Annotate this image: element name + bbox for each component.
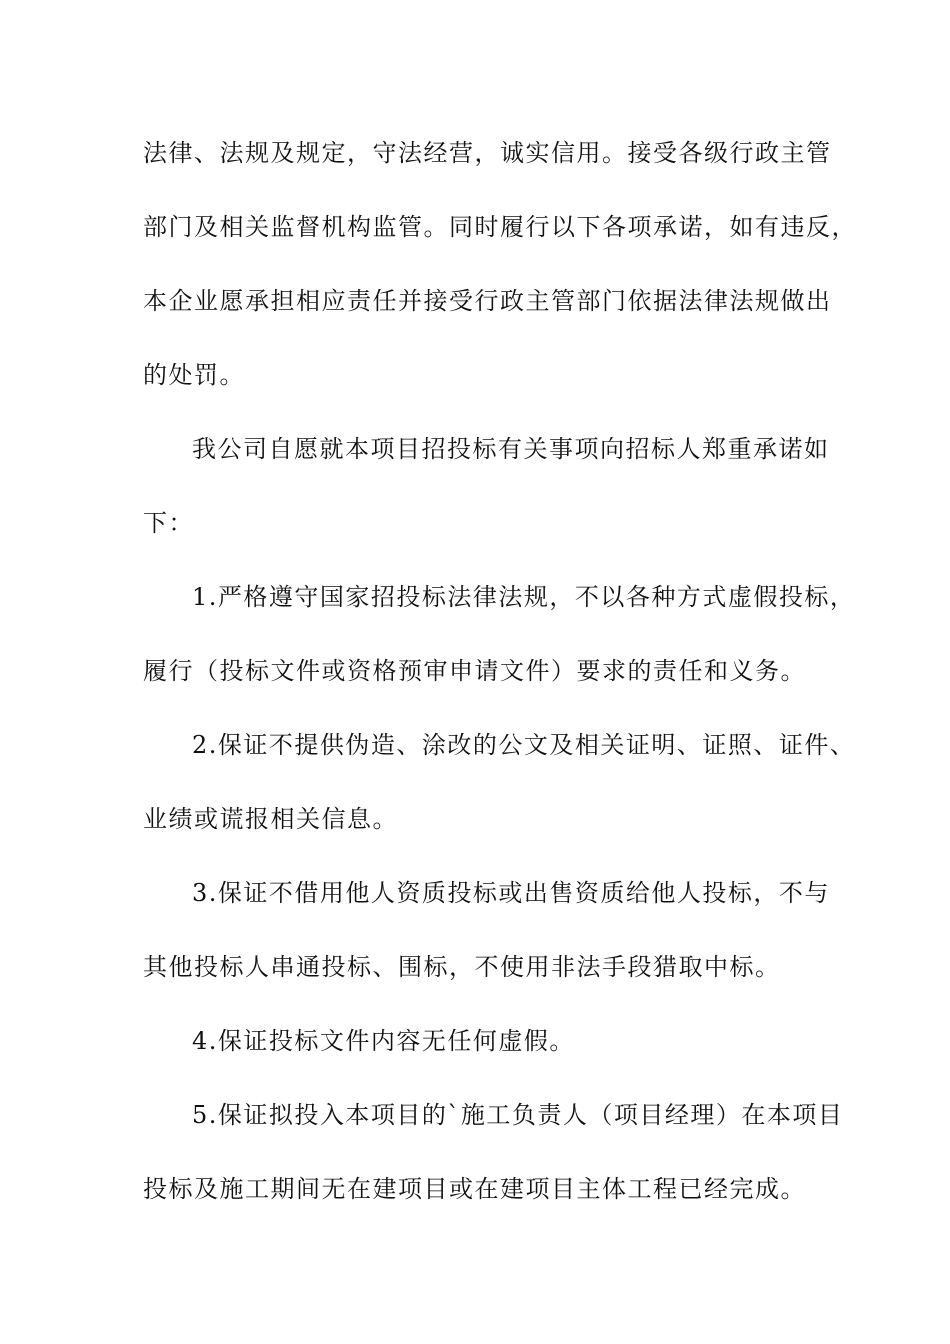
- text-line-10: 业绩或谎报相关信息。: [143, 805, 398, 833]
- text-line-9: 2.保证不提供伪造、涂改的公文及相关证明、证照、证件、: [192, 731, 856, 759]
- text-line-14: 5.保证拟投入本项目的`施工负责人（项目经理）在本项目: [192, 1101, 844, 1129]
- text-line-2: 部门及相关监督机构监管。同时履行以下各项承诺，如有违反，: [143, 213, 857, 241]
- text-line-3: 本企业愿承担相应责任并接受行政主管部门依据法律法规做出: [143, 287, 832, 315]
- text-line-4: 的处罚。: [143, 361, 245, 389]
- text-line-6: 下：: [143, 509, 194, 537]
- text-line-13: 4.保证投标文件内容无任何虚假。: [192, 1027, 575, 1055]
- text-line-1: 法律、法规及规定，守法经营，诚实信用。接受各级行政主管: [143, 139, 832, 167]
- text-line-5: 我公司自愿就本项目招投标有关事项向招标人郑重承诺如: [192, 435, 830, 463]
- text-line-15: 投标及施工期间无在建项目或在建项目主体工程已经完成。: [143, 1175, 806, 1203]
- text-line-7: 1.严格遵守国家招投标法律法规，不以各种方式虚假投标，: [192, 583, 856, 611]
- text-line-8: 履行（投标文件或资格预审申请文件）要求的责任和义务。: [143, 657, 806, 685]
- text-line-12: 其他投标人串通投标、围标，不使用非法手段猎取中标。: [143, 953, 781, 981]
- text-line-11: 3.保证不借用他人资质投标或出售资质给他人投标，不与: [192, 879, 830, 907]
